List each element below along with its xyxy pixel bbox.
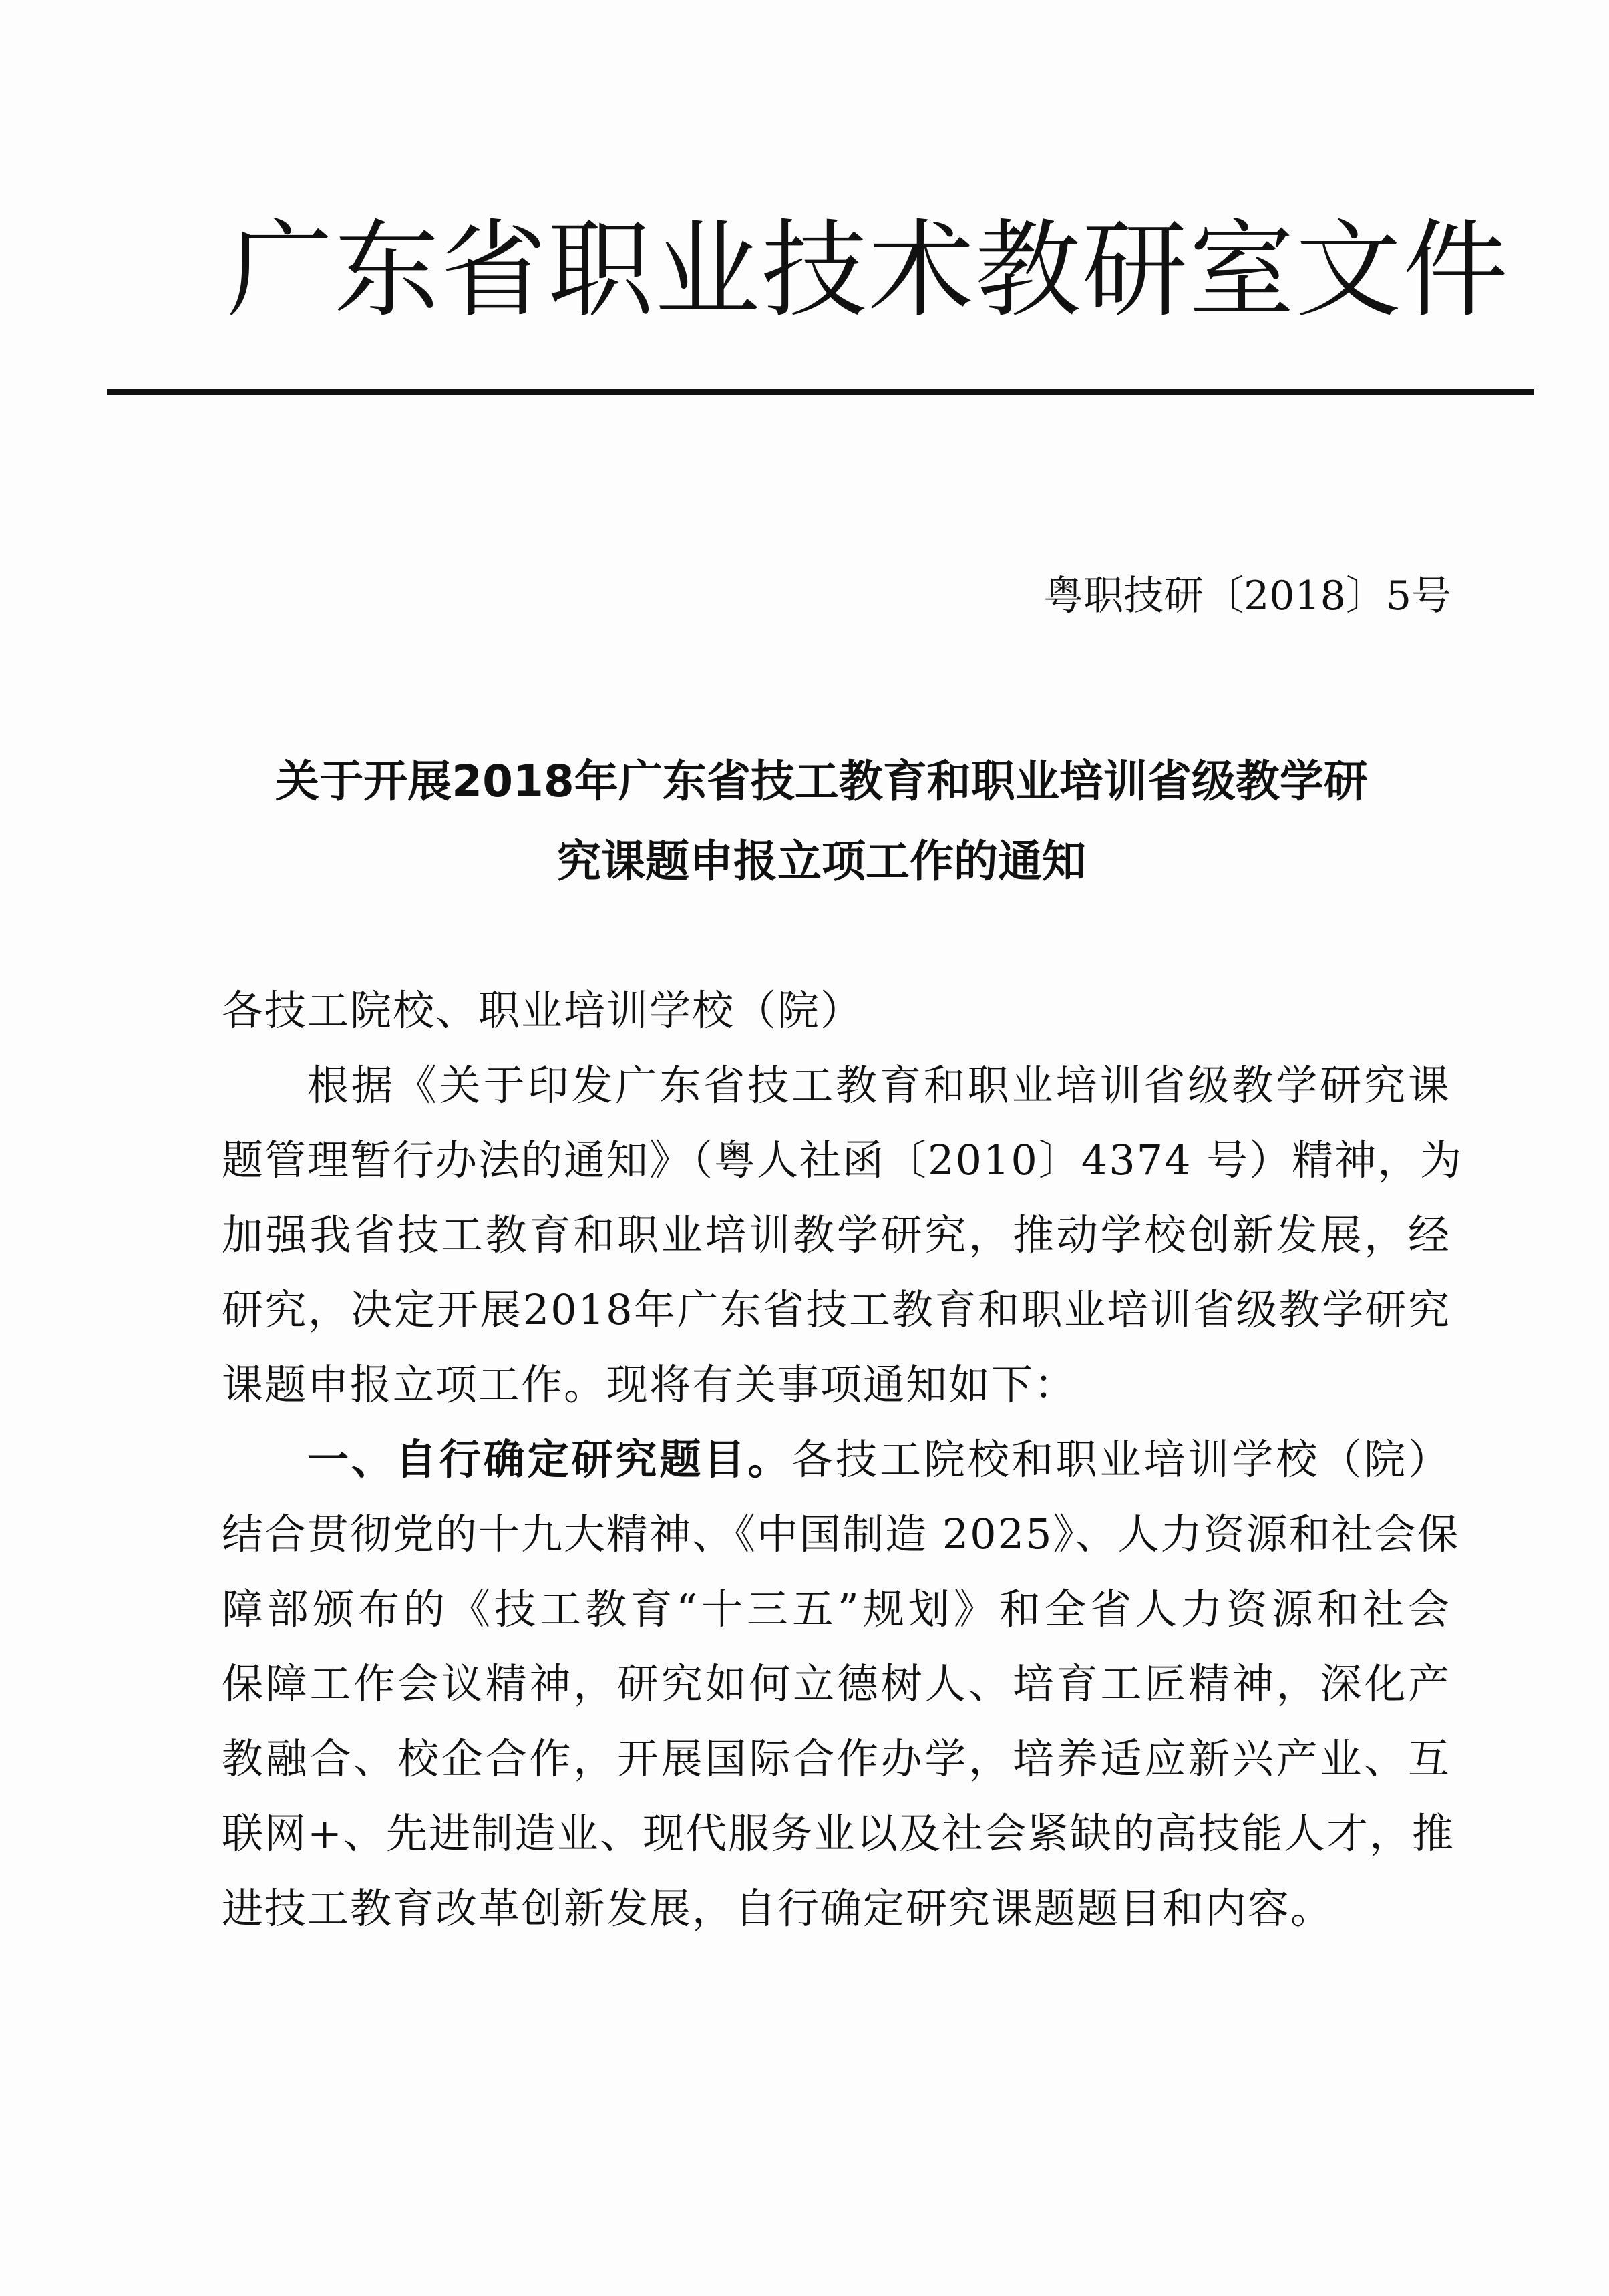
paragraph-1-line-3: 加强我省技工教育和职业培训教学研究，推动学校创新发展，经 [222, 1210, 1451, 1259]
section-1-line-6: 联网+、先进制造业、现代服务业以及社会紧缺的高技能人才，推 [222, 1809, 1455, 1858]
section-1-line-4: 保障工作会议精神，研究如何立德树人、培育工匠精神，深化产 [222, 1659, 1451, 1708]
notice-title [200, 742, 1443, 902]
section-1-heading-rest: 各技工院校和职业培训学校（院） [791, 1435, 1451, 1484]
section-1-heading: 一、自行确定研究题目。 [307, 1435, 792, 1484]
paragraph-1-line-5: 课题申报立项工作。现将有关事项通知如下： [222, 1360, 1077, 1409]
section-1-line-5: 教融合、校企合作，开展国际合作办学，培养适应新兴产业、互 [222, 1734, 1451, 1783]
section-1-line-7: 进技工教育改革创新发展，自行确定研究课题题目和内容。 [222, 1884, 1334, 1933]
notice-body [222, 973, 1463, 1946]
notice-title-line-1: 关于开展2018年广东省技工教育和职业培训省级教学研 [275, 756, 1368, 807]
paragraph-1-line-4: 研究，决定开展2018年广东省技工教育和职业培训省级教学研究 [222, 1285, 1451, 1334]
header-divider [107, 389, 1534, 395]
document-number: 粤职技研〔2018〕5号 [1043, 572, 1451, 619]
notice-title-line-2: 究课题申报立项工作的通知 [557, 836, 1086, 887]
paragraph-1-line-2: 题管理暂行办法的通知》（粤人社函〔2010〕4374 号）精神，为 [222, 1136, 1463, 1184]
section-1-line-3: 障部颁布的《技工教育“十三五”规划》和全省人力资源和社会 [222, 1585, 1451, 1633]
section-1-line-2: 结合贯彻党的十九大精神、《中国制造 2025》、人力资源和社会保 [222, 1510, 1460, 1559]
section-1-first-line [222, 1422, 1451, 1497]
document-header-title: 广东省职业技术教研室文件 [227, 209, 1509, 332]
salutation: 各技工院校、职业培训学校（院） [222, 986, 864, 1035]
paragraph-1-line-1: 根据《关于印发广东省技工教育和职业培训省级教学研究课 [307, 1061, 1451, 1110]
